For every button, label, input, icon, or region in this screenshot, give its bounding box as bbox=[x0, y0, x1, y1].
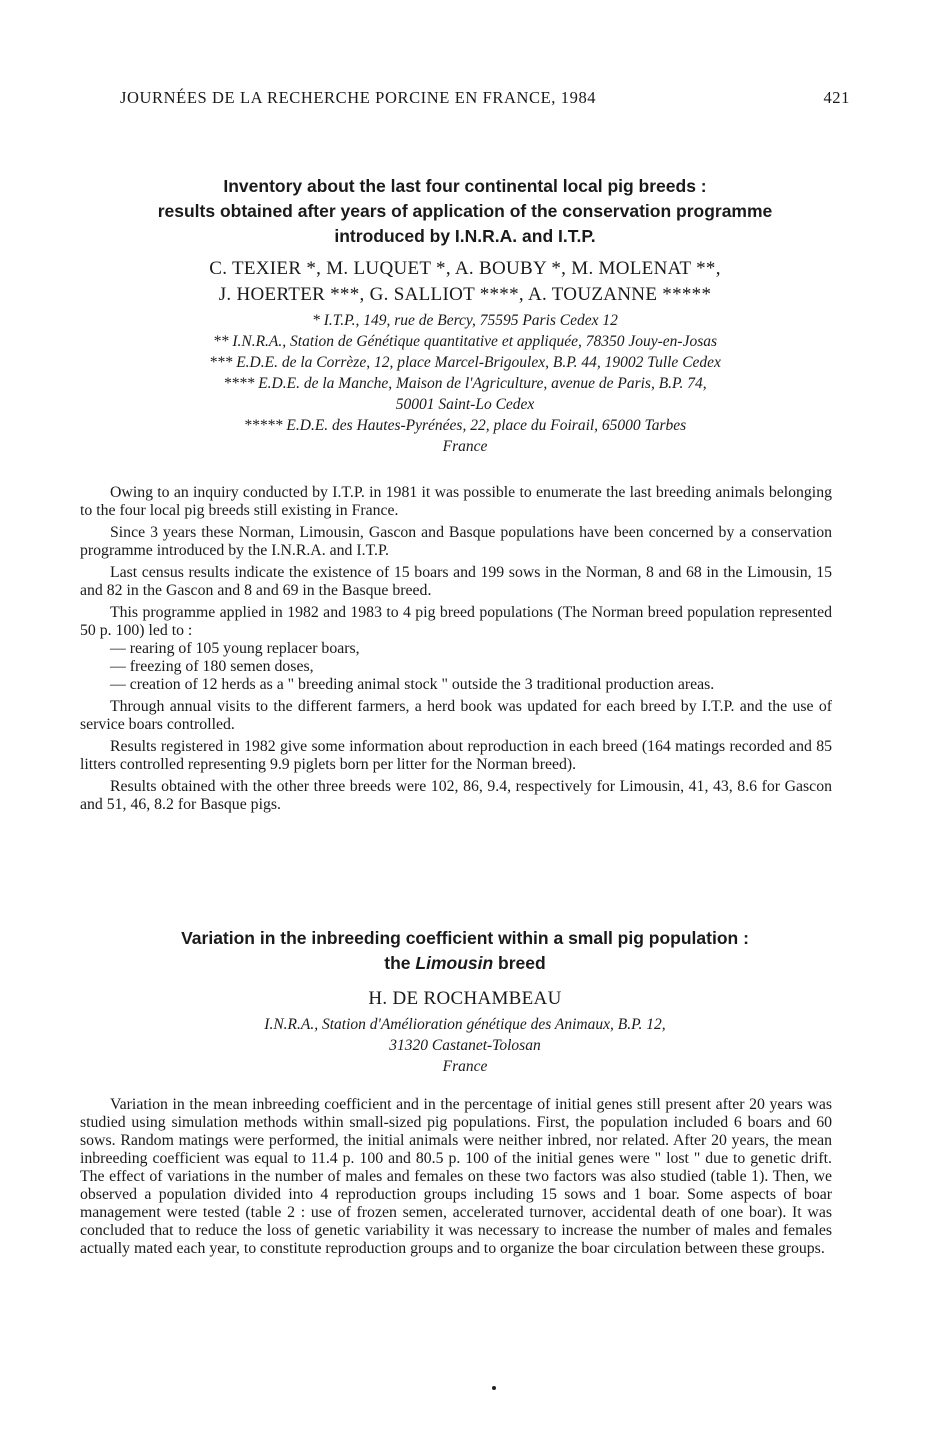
affiliation-line: *** E.D.E. de la Corrèze, 12, place Marcel-Brigoulex, B.P. 44, 19002 Tulle Cedex bbox=[209, 354, 721, 371]
running-header bbox=[120, 88, 850, 118]
abstract-paragraph: Since 3 years these Norman, Limousin, Gascon and Basque populations have been concerned by a conservation programme introduced by the I.N.R.A. and I.T.P. bbox=[80, 524, 832, 559]
article2-author: H. DE ROCHAMBEAU bbox=[368, 988, 562, 1009]
affiliation-line: **** E.D.E. de la Manche, Maison de l'Agriculture, avenue de Paris, B.P. 74, bbox=[223, 375, 707, 392]
article1-title-line: results obtained after years of application of the conservation programme bbox=[157, 201, 773, 221]
article1-authors bbox=[60, 256, 870, 308]
article2-title-line: Variation in the inbreeding coefficient within a small pig population : bbox=[181, 928, 749, 948]
list-item: — rearing of 105 young replacer boars, bbox=[110, 640, 360, 657]
article1-affiliations bbox=[60, 310, 870, 457]
abstract-paragraph: Owing to an inquiry conducted by I.T.P. in 1981 it was possible to enumerate the last breeding animals belonging to the four local pig breeds still existing in France. bbox=[80, 484, 832, 519]
affiliation-line: 50001 Saint-Lo Cedex bbox=[395, 396, 535, 413]
affiliation-line: ** I.N.R.A., Station de Génétique quantitative et appliquée, 78350 Jouy-en-Josas bbox=[212, 333, 718, 350]
article2-title bbox=[60, 926, 870, 976]
article1-abstract bbox=[80, 484, 832, 818]
article1-title-line: introduced by I.N.R.A. and I.T.P. bbox=[334, 226, 596, 246]
article2-abstract bbox=[80, 1096, 832, 1262]
abstract-paragraph: Variation in the mean inbreeding coefficient and in the percentage of initial genes still present after 20 years was studied using simulation methods within small-sized pig populations. First, the population included 6 boars and 60 sows. Random matings were performed, the initial animals were neither inbred, nor related. After 20 years, the mean inbreeding coefficient was equal to 11.4 p. 100 and 80.5 p. 100 of the initial genes were " lost " due to genetic drift. The effect of variations in the number of males and females on these two factors was also studied (table 1). Then, we observed a population divided into 4 reproduction groups including 15 sows and 1 boar. Some aspects of boar management were tested (table 2 : use of frozen semen, accelerated turnover, accidental death of one boar). It was concluded that to reduce the loss of genetic variability it was necessary to increase the number of males and females actually mated each year, to constitute reproduction groups and to organize the boar circulation between these groups. bbox=[80, 1096, 832, 1257]
article1-title bbox=[60, 174, 870, 249]
affiliation-line: France bbox=[442, 1058, 488, 1075]
title-prefix: the bbox=[384, 953, 416, 973]
affiliation-line: 31320 Castanet-Tolosan bbox=[389, 1037, 541, 1054]
page-mark bbox=[492, 1386, 496, 1390]
list-item: — creation of 12 herds as a " breeding animal stock " outside the 3 traditional production areas. bbox=[110, 676, 715, 693]
page-number: 421 bbox=[823, 88, 850, 107]
journal-title: JOURNÉES DE LA RECHERCHE PORCINE EN FRANCE, 1984 bbox=[120, 88, 597, 107]
abstract-paragraph: Results registered in 1982 give some information about reproduction in each breed (164 matings recorded and 85 litters controlled representing 9.9 piglets born per litter for the Norman breed). bbox=[80, 738, 832, 773]
article2-affiliations bbox=[60, 1014, 870, 1077]
title-suffix: breed bbox=[493, 953, 546, 973]
affiliation-line: * I.T.P., 149, rue de Bercy, 75595 Paris Cedex 12 bbox=[312, 312, 618, 329]
abstract-paragraph: Results obtained with the other three breeds were 102, 86, 9.4, respectively for Limousin, 41, 43, 8.6 for Gascon and 51, 46, 8.2 for Basque pigs. bbox=[80, 778, 832, 813]
affiliation-line: France bbox=[442, 438, 488, 455]
article2-title-line bbox=[60, 951, 870, 976]
abstract-paragraph: Through annual visits to the different farmers, a herd book was updated for each breed by I.T.P. and the use of service boars controlled. bbox=[80, 698, 832, 733]
affiliation-line: I.N.R.A., Station d'Amélioration génétique des Animaux, B.P. 12, bbox=[264, 1016, 666, 1033]
article1-author-line: C. TEXIER *, M. LUQUET *, A. BOUBY *, M. MOLENAT **, bbox=[209, 258, 721, 279]
abstract-paragraph: This programme applied in 1982 and 1983 to 4 pig breed populations (The Norman breed population represented 50 p. 100) led to : bbox=[80, 604, 832, 639]
article1-author-line: J. HOERTER ***, G. SALLIOT ****, A. TOUZANNE ***** bbox=[218, 284, 712, 305]
affiliation-line: ***** E.D.E. des Hautes-Pyrénées, 22, place du Foirail, 65000 Tarbes bbox=[243, 417, 687, 434]
list-item: — freezing of 180 semen doses, bbox=[110, 658, 314, 675]
abstract-paragraph: Last census results indicate the existence of 15 boars and 199 sows in the Norman, 8 and 68 in the Limousin, 15 and 82 in the Gascon and 8 and 69 in the Basque breed. bbox=[80, 564, 832, 599]
article1-title-line: Inventory about the last four continental local pig breeds : bbox=[223, 176, 707, 196]
title-breed-name: Limousin bbox=[415, 953, 494, 973]
